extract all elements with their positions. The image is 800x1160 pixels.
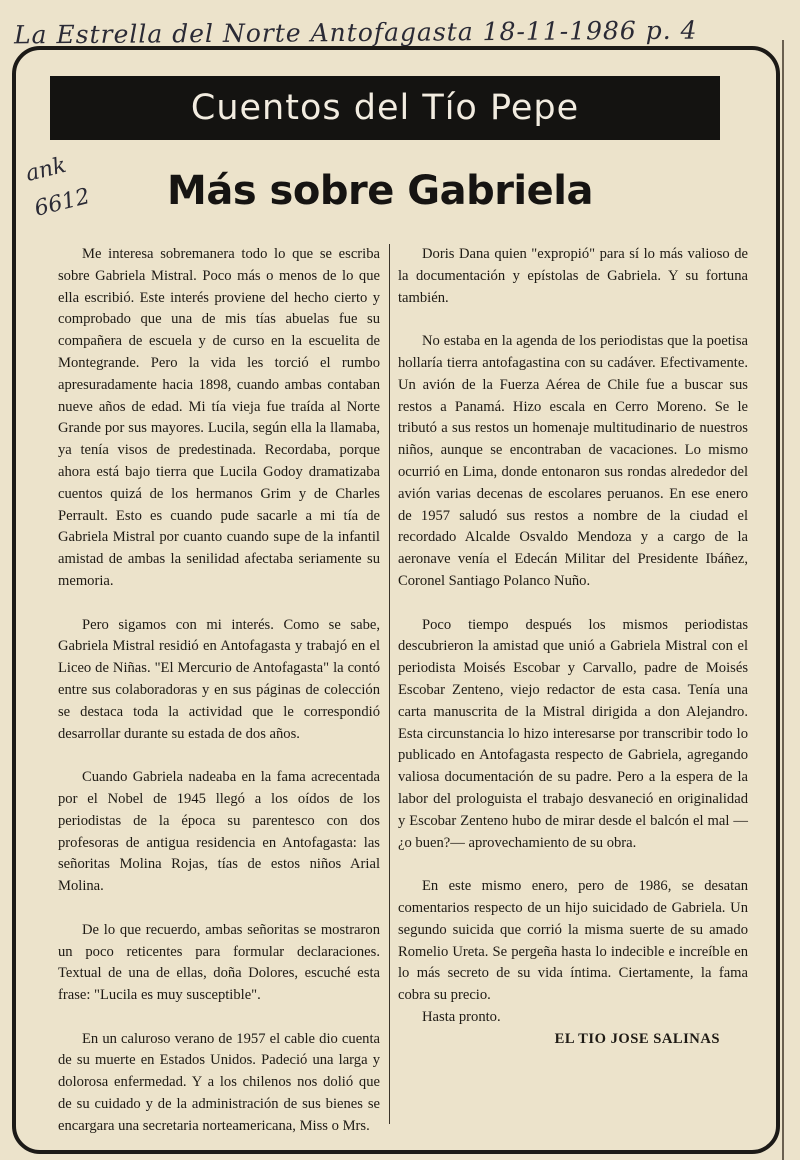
paragraph: Poco tiempo después los mismos periodistas descubrieron la amistad que unió a Gabriela Mistral con el periodista Moisés Escobar y Carvallo, padre de Moisés Escobar Zenteno, viejo redactor de esta casa. Tenía una carta manuscrita de la Mistral dirigida a don Alejandro. Esta circunstancia lo hizo interesarse por transcribir todo lo publicado en Antofagasta respecto de Gabriela, agregando valiosa documentación de su padre. Pero a la espera de la labor del prologuista el trabajo desvaneció en originalidad y Escobar Zenteno hubo de mirar desde el balcón el mal —¿o buen?— aprovechamiento de su obra. (398, 616, 748, 851)
closing-line: Hasta pronto. (422, 1008, 501, 1025)
paragraph: De lo que recuerdo, ambas señoritas se mostraron un poco reticentes para formular declaraciones. Textual de una de ellas, doña Dolores, escuché esta frase: "Lucila es muy susceptible". (58, 921, 380, 1004)
paragraph: No estaba en la agenda de los periodistas que la poetisa hollaría tierra antofagastina con su cadáver. Efectivamente. Un avión de la Fuerza Aérea de Chile fue a buscar sus restos a Panamá. Hizo escala en Cerro Moreno. Se le tributó a sus restos un homenaje multitudinario de nuestros niños, aunque se encontraban de vacaciones. Lo mismo ocurrió en Lima, donde entonaron sus rondas alrededor del avión varias decenas de escolares peruanos. En ese enero de 1957 saludó sus restos a nombre de la ciudad el recordado Alcalde Osvaldo Mendoza y a cargo de la aeronave venía el Edecán Militar del Presidente Ibáñez, Coronel Santiago Polanco Nuño. (398, 333, 748, 589)
archive-note-line: ank (23, 152, 69, 187)
paragraph: Doris Dana quien "expropió" para sí lo más valioso de la documentación y epístolas de Gabriela. Y su fortuna también. (398, 246, 748, 306)
paragraph: Cuando Gabriela nadeaba en la fama acrecentada por el Nobel de 1945 llegó a los oídos de los periodistas de la época su parentesco con dos profesoras de antigua residencia en Antofagasta: las señoritas Molina Rojas, tías de estos niños Arial Molina. (58, 769, 380, 895)
author-signature: EL TIO JOSE SALINAS (554, 1030, 720, 1047)
left-column (58, 244, 380, 1159)
paragraph: Pero sigamos con mi interés. Como se sabe, Gabriela Mistral residió en Antofagasta y trabajó en el Liceo de Niñas. "El Mercurio de Antofagasta" la contó entre sus colaboradoras y en sus páginas de colección se destaca toda la actividad que le correspondió desarrollar durante su estada de dos años. (58, 616, 380, 742)
handwritten-source-note: La Estrella del Norte Antofagasta 18-11-1986 p. 4 (13, 15, 698, 50)
paragraph: En este mismo enero, pero de 1986, se desatan comentarios respecto de un hijo suicidado de Gabriela. Un segundo suicida que corrió la misma suerte de su amado Romelio Ureta. Se pergeña hasta lo indecible e increíble en lo más secreto de su vida íntima. Ciertamente, la fama cobra su precio. (398, 878, 748, 1004)
clipping-edge (782, 40, 784, 1160)
column-divider (389, 244, 390, 1124)
right-column (398, 244, 748, 1050)
headline: Más sobre Gabriela (167, 168, 593, 214)
section-banner: Cuentos del Tío Pepe (50, 76, 720, 140)
paragraph: En un caluroso verano de 1957 el cable dio cuenta de su muerte en Estados Unidos. Padeció una larga y dolorosa enfermedad. Y a los chilenos nos dolió que de su cuidado y de la administración de sus bienes se encargara una secretaria norteamericana, Miss o Mrs. (58, 1030, 380, 1134)
archive-note-number: 6612 (32, 184, 93, 222)
paragraph: Me interesa sobremanera todo lo que se escriba sobre Gabriela Mistral. Poco más o menos de lo que ella escribió. Este interés proviene del hecho cierto y comprobado que una de mis tías abuelas fue su compañera de escuela y de curso en la escuelita de Montegrande. Pero la vida les torció el rumbo apresuradamente hacia 1898, cuando ambas contaban nueve años de edad. Mi tía vieja fue traída al Norte Grande por sus mayores. Lucila, según ella la llamaba, ya tenía visos de predestinada. Recordaba, porque ahora está bajo tierra que Lucila Godoy dramatizaba cuentos quizá de los hermanos Grim y de Charles Perrault. Esto es cuando pude sacarle a mi tía de Gabriela Mistral por cuanto cuando supe de la infantil amistad de ambas la senilidad afectaba seriamente su memoria. (58, 246, 380, 589)
